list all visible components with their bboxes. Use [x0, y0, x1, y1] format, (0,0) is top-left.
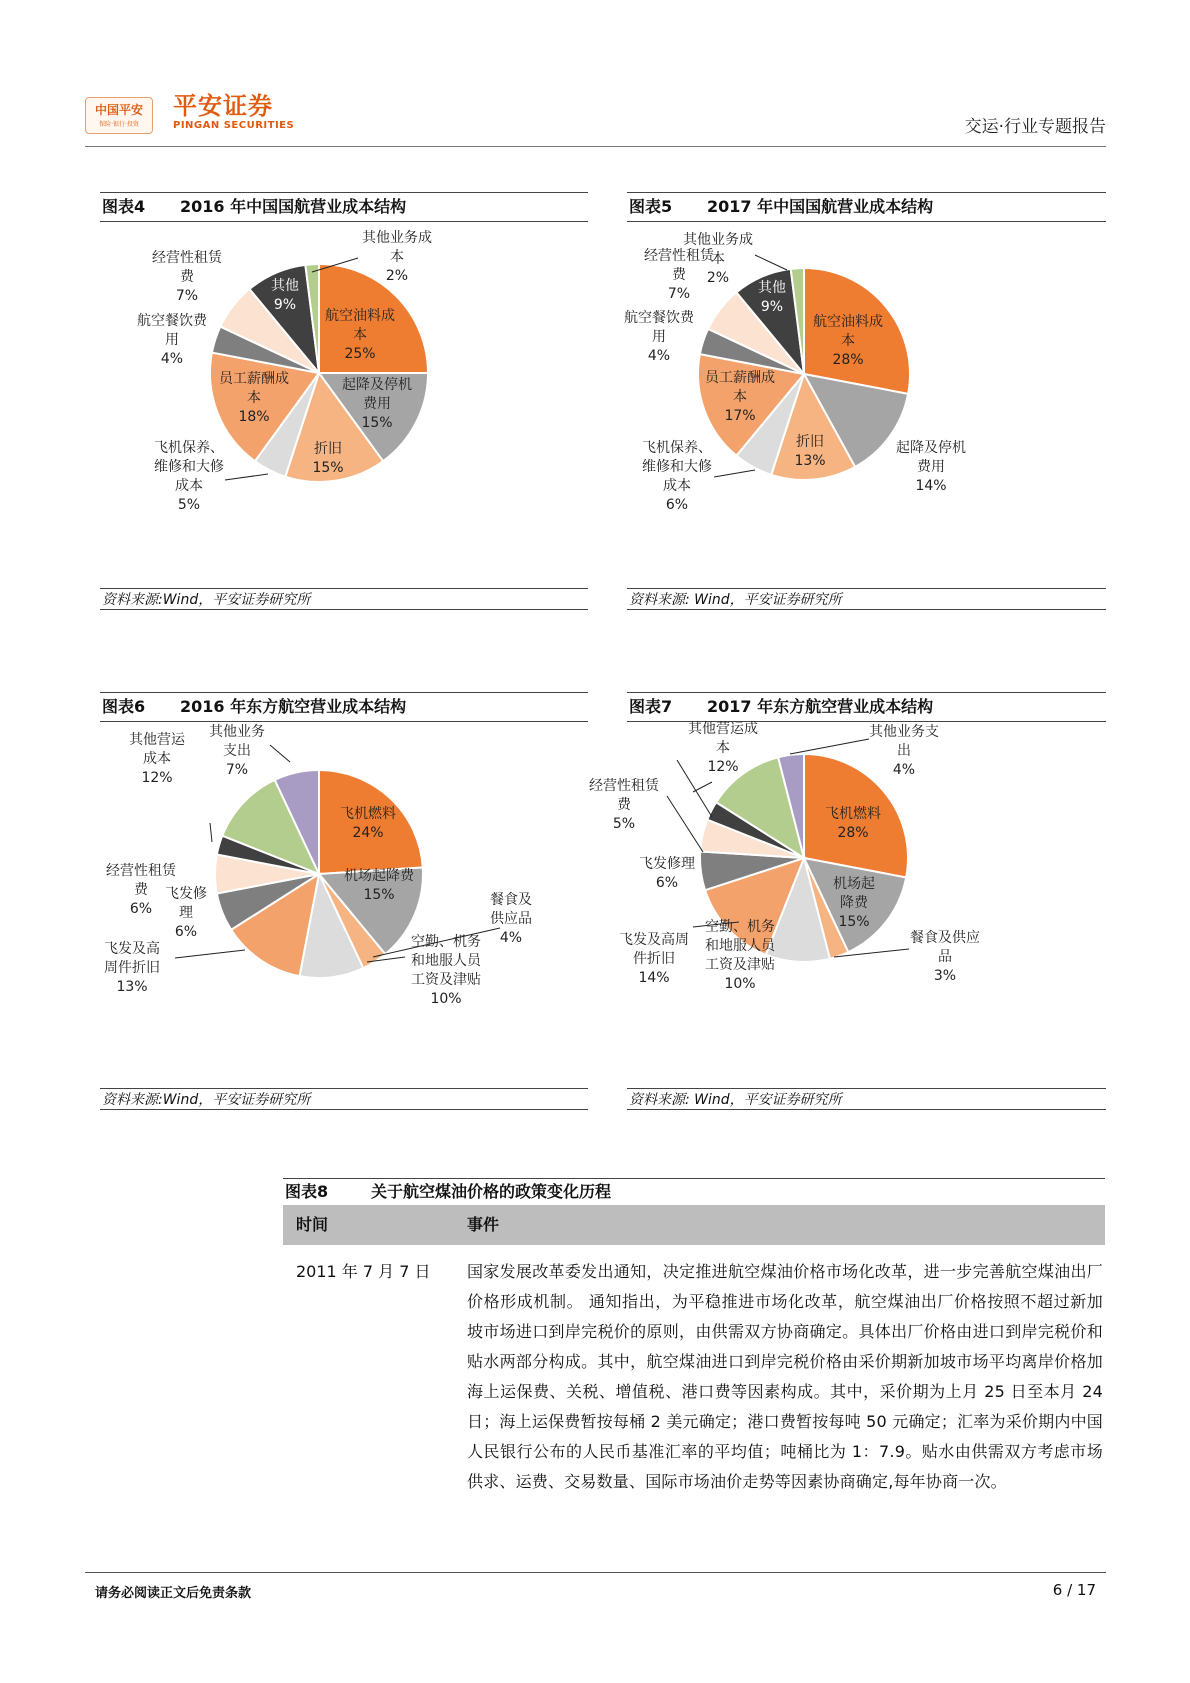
figure-number: 图表5 [629, 197, 673, 216]
figure-6-panel [100, 692, 588, 1110]
pie-slice-label [154, 439, 224, 513]
pie-slice-label [362, 229, 432, 284]
label-line: 航空餐饮费 [624, 310, 694, 326]
label-line: 周件折旧 [104, 960, 160, 976]
label-line: 2% [706, 270, 730, 286]
logo-group-tagline: 保险·银行·投资 [99, 121, 139, 128]
label-line: 本 [841, 333, 855, 349]
label-line: 本 [353, 327, 367, 343]
label-line: 7% [225, 762, 249, 778]
label-line: 经营性租赁 [106, 863, 176, 879]
label-line: 费 [672, 267, 686, 283]
label-line: 4% [160, 351, 184, 367]
label-line: 经营性租赁 [152, 250, 222, 266]
label-line: 费用 [917, 459, 945, 475]
label-line: 13% [794, 453, 826, 469]
column-header-time: 时间 [296, 1215, 329, 1234]
label-line: 10% [724, 976, 756, 992]
label-line: 成本 [143, 751, 171, 767]
label-line: 维修和大修 [642, 459, 712, 475]
figure-source: 资料来源: Wind，平安证券研究所 [627, 1088, 1106, 1110]
pie-slice-label [642, 439, 712, 513]
figure-title [100, 192, 588, 222]
label-line: 员工薪酬成 [705, 370, 775, 386]
page-header [85, 90, 1106, 147]
figure-caption: 2016 年中国国航营业成本结构 [180, 197, 407, 216]
table-row [283, 1257, 1105, 1497]
figure-number: 图表4 [102, 197, 146, 216]
pie-chart-2017-air-china [624, 222, 1106, 582]
pie-slice-label [644, 247, 715, 302]
pie-slice-label [896, 439, 966, 494]
label-line: 空勤、机务 [411, 934, 481, 950]
pie-slice-label [910, 929, 980, 984]
label-line: 机场起 [833, 876, 875, 892]
label-line: 6% [655, 875, 679, 891]
label-line: 件折旧 [633, 951, 675, 967]
label-line: 费 [617, 797, 631, 813]
pie-slice-label [129, 731, 186, 786]
report-title: 交运·行业专题报告 [964, 117, 1106, 137]
label-leader-line [667, 796, 703, 852]
label-line: 5% [612, 816, 636, 832]
label-line: 4% [647, 348, 671, 364]
label-line: 工资及津贴 [705, 957, 775, 973]
label-line: 9% [760, 299, 784, 315]
label-line: 费用 [363, 396, 391, 412]
label-line: 18% [238, 409, 270, 425]
pie-slice-label [869, 723, 939, 778]
label-line: 航空餐饮费 [137, 313, 207, 329]
pie-chart-2017-china-eastern [589, 721, 1106, 1082]
label-line: 空勤、机务 [705, 919, 775, 935]
label-line: 本 [247, 390, 261, 406]
label-line: 本 [716, 740, 730, 756]
label-line: 飞机燃料 [340, 806, 396, 822]
label-line: 6% [665, 497, 689, 513]
label-line: 9% [273, 297, 297, 313]
label-line: 机场起降费 [344, 868, 414, 884]
page-footer [85, 1572, 1106, 1603]
figure-4-panel [100, 192, 588, 610]
table-caption: 关于航空煤油价格的政策变化历程 [371, 1182, 612, 1201]
label-leader-line [175, 950, 245, 958]
label-line: 4% [892, 762, 916, 778]
label-line: 成本 [175, 478, 203, 494]
table-number: 图表8 [285, 1182, 329, 1201]
pie-slice-label [639, 856, 695, 891]
label-line: 3% [933, 968, 957, 984]
label-line: 品 [938, 949, 952, 965]
label-line: 起降及停机 [896, 440, 966, 456]
pie-slice-label [411, 933, 482, 1007]
label-line: 餐食及 [490, 892, 532, 908]
label-line: 其他业务支 [869, 724, 939, 740]
label-line: 14% [915, 478, 947, 494]
label-line: 飞发及高周 [619, 932, 689, 948]
pingan-securities-logo [173, 92, 294, 131]
label-line: 7% [667, 286, 691, 302]
label-line: 3% [629, 753, 653, 769]
pie-slice-1 [319, 770, 423, 874]
label-line: 15% [838, 914, 870, 930]
row-event: 国家发展改革委发出通知，决定推进航空煤油价格市场化改革，进一步完善航空煤油出厂价格形成机制。 通知指出，为平稳推进市场化改革，航空煤油出厂价格按照不超过新加坡市场进口到岸完税价的原则，由供需双方协商确定。具体出厂价格由进口到岸完税价和贴水两部分构成。其中，航空煤油进口到岸完税价格由采价期新加坡市场平均离岸价格加海上运保费、关税、增值税、港口费等因素构成。其中，采价期为上月 25 日至本月 24 日；海上运保费暂按每桶 2 美元确定；港口费暂按每吨 50 元确定；汇率为采价期内中国人民银行公布的人民币基准汇率的平均值；吨桶比为 1：7.9。贴水由供需双方考虑市场供求、运费、交易数量、国际市场油价走势等因素协商确定,每年协商一次。 [467, 1262, 1103, 1491]
figure-title [100, 692, 588, 722]
label-line: 成本 [663, 478, 691, 494]
figure-caption: 2017 年中国国航营业成本结构 [707, 197, 934, 216]
label-line: 飞机燃料 [825, 806, 881, 822]
label-line: 起降及停机 [342, 377, 412, 393]
label-line: 13% [116, 979, 148, 995]
table-header-row [283, 1205, 1105, 1245]
row-date: 2011 年 7 月 7 日 [296, 1262, 431, 1281]
label-line: 15% [361, 415, 393, 431]
pie-slice-label [104, 940, 160, 995]
label-line: 12% [141, 770, 173, 786]
pie-slice-label [151, 818, 207, 853]
label-line: 费 [134, 882, 148, 898]
label-line: 7% [175, 288, 199, 304]
label-line: 飞机保养、 [642, 440, 712, 456]
pingan-group-logo [85, 97, 153, 134]
table-title [283, 1178, 1105, 1205]
label-line: 4% [499, 930, 523, 946]
label-line: 28% [832, 352, 864, 368]
logo-company-english: PINGAN SECURITIES [173, 120, 295, 131]
label-line: 本 [711, 251, 725, 267]
figure-source: 资料来源: Wind，平安证券研究所 [627, 588, 1106, 610]
figure-title [627, 692, 1106, 722]
label-line: 工资及津贴 [411, 972, 481, 988]
label-line: 和地服人员 [705, 938, 775, 954]
label-line: 其他营运成 [688, 721, 758, 737]
label-line: 其他 [271, 278, 299, 294]
figure-8-table [283, 1178, 1105, 1497]
label-line: 社会保险 [613, 734, 669, 750]
label-line: 飞发修 [165, 886, 207, 902]
label-leader-line [210, 823, 212, 842]
pie-chart-2016-china-eastern [100, 722, 588, 1082]
label-line: 3% [167, 837, 191, 853]
label-line: 维修和大修 [154, 459, 224, 475]
label-line: 航空油料成 [325, 308, 395, 324]
label-line: 其他营运 [129, 732, 185, 748]
label-line: 17% [724, 408, 756, 424]
label-line: 28% [837, 825, 869, 841]
label-line: 餐食及供应 [910, 930, 980, 946]
figure-7-panel [589, 692, 1106, 1110]
pie-slice-label [619, 931, 689, 986]
label-line: 折旧 [314, 441, 342, 457]
label-line: 降费 [840, 895, 868, 911]
label-line: 14% [638, 970, 670, 986]
column-header-event: 事件 [467, 1215, 500, 1234]
label-line: 15% [312, 460, 344, 476]
label-leader-line [225, 474, 268, 480]
label-line: 本 [733, 389, 747, 405]
label-leader-line [270, 745, 290, 762]
pie-slice-label [152, 249, 223, 304]
label-line: 其他 [758, 280, 786, 296]
label-line: 员工薪酬成 [219, 371, 289, 387]
label-line: 理 [179, 905, 193, 921]
label-line: 用 [652, 329, 666, 345]
label-line: 6% [174, 924, 198, 940]
pie-slice-label [613, 734, 669, 769]
pie-slice-label [490, 891, 532, 946]
label-line: 出 [897, 743, 911, 759]
label-line: 其他业务成 [362, 230, 432, 246]
disclaimer: 请务必阅读正文后免责条款 [95, 1586, 252, 1601]
pie-chart-2016-air-china [100, 222, 588, 582]
logo-company-name: 平安证券 [173, 92, 273, 120]
figure-source: 资料来源:Wind，平安证券研究所 [100, 1088, 588, 1110]
label-line: 经营性租赁 [644, 248, 714, 264]
pie-slice-label [624, 309, 695, 364]
pie-slice-label [589, 777, 660, 832]
figure-caption: 2016 年东方航空营业成本结构 [180, 697, 407, 716]
label-leader-line [714, 470, 755, 477]
label-line: 和地服人员 [411, 953, 481, 969]
logo-group-name: 中国平安 [94, 103, 143, 117]
page-number: 6 / 17 [1052, 1581, 1096, 1599]
label-line: 10% [430, 991, 462, 1007]
label-line: 飞机保养、 [154, 440, 224, 456]
label-line: 支出 [223, 743, 251, 759]
label-line: 本 [390, 249, 404, 265]
label-line: 2% [385, 268, 409, 284]
figure-number: 图表6 [102, 697, 146, 716]
label-leader-line [755, 255, 787, 270]
label-line: 供应品 [490, 911, 532, 927]
label-line: 其他业务成 [683, 232, 753, 248]
label-line: 飞发及高 [104, 941, 160, 957]
label-line: 航空油料成 [813, 314, 883, 330]
label-line: 费 [180, 269, 194, 285]
pie-slice-label [165, 886, 207, 940]
label-leader-line [693, 782, 712, 792]
figure-number: 图表7 [629, 697, 673, 716]
label-line: 其他业务 [209, 724, 265, 740]
figure-5-panel [624, 192, 1106, 610]
label-line: 25% [344, 346, 376, 362]
label-line: 折旧 [796, 434, 824, 450]
label-line: 用 [165, 332, 179, 348]
figure-caption: 2017 年东方航空营业成本结构 [707, 697, 934, 716]
figure-title [627, 192, 1106, 222]
label-line: 24% [352, 825, 384, 841]
label-leader-line [790, 739, 869, 754]
pie-slice-label [688, 720, 758, 775]
label-line: 6% [129, 901, 153, 917]
label-line: 经营性租赁 [589, 778, 659, 794]
label-line: 飞发修理 [639, 856, 695, 872]
pie-slice-label [209, 724, 265, 778]
label-line: 社会保险 [151, 818, 207, 834]
pie-slice-1 [804, 268, 910, 394]
figure-source: 资料来源:Wind，平安证券研究所 [100, 588, 588, 610]
label-line: 5% [177, 497, 201, 513]
pie-slice-label [137, 312, 208, 367]
label-line: 12% [707, 759, 739, 775]
label-line: 15% [363, 887, 395, 903]
